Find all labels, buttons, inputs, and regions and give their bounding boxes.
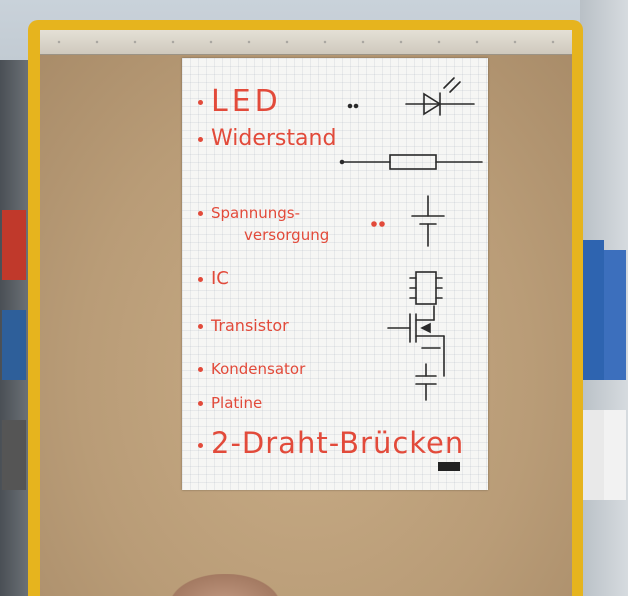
item-platine-label: Platine: [211, 394, 263, 412]
binder: [582, 410, 604, 500]
item-spannung-label-2: versorgung: [244, 226, 330, 244]
led-symbol-icon: [349, 78, 475, 115]
binder: [604, 410, 626, 500]
item-transistor-label: Transistor: [211, 316, 289, 335]
item-draht-label: 2-Draht-Brücken: [211, 426, 465, 460]
item-led-label: LED: [211, 84, 282, 119]
right-shelf: [580, 0, 628, 596]
item-kondensator-label: Kondensator: [211, 360, 306, 378]
binder: [2, 420, 26, 490]
capacitor-symbol-icon: [416, 364, 436, 400]
transistor-symbol-icon: [388, 306, 444, 376]
paper-rail: [40, 30, 572, 55]
item-spannung-label-1: Spannungs-: [211, 204, 301, 222]
item-ic-label: IC: [211, 268, 229, 289]
hand: [170, 574, 280, 596]
resistor-symbol-icon: [341, 155, 483, 169]
left-shelf: [0, 60, 30, 596]
item-widerstand-label: Widerstand: [211, 126, 337, 151]
binder: [582, 240, 604, 380]
battery-symbol-icon: [372, 196, 444, 246]
binder: [2, 310, 26, 380]
binder: [604, 250, 626, 380]
ic-symbol-icon: [410, 272, 442, 304]
schematic-symbols: [182, 58, 488, 490]
marker-label-icon: [438, 462, 460, 471]
binder: [2, 210, 26, 280]
